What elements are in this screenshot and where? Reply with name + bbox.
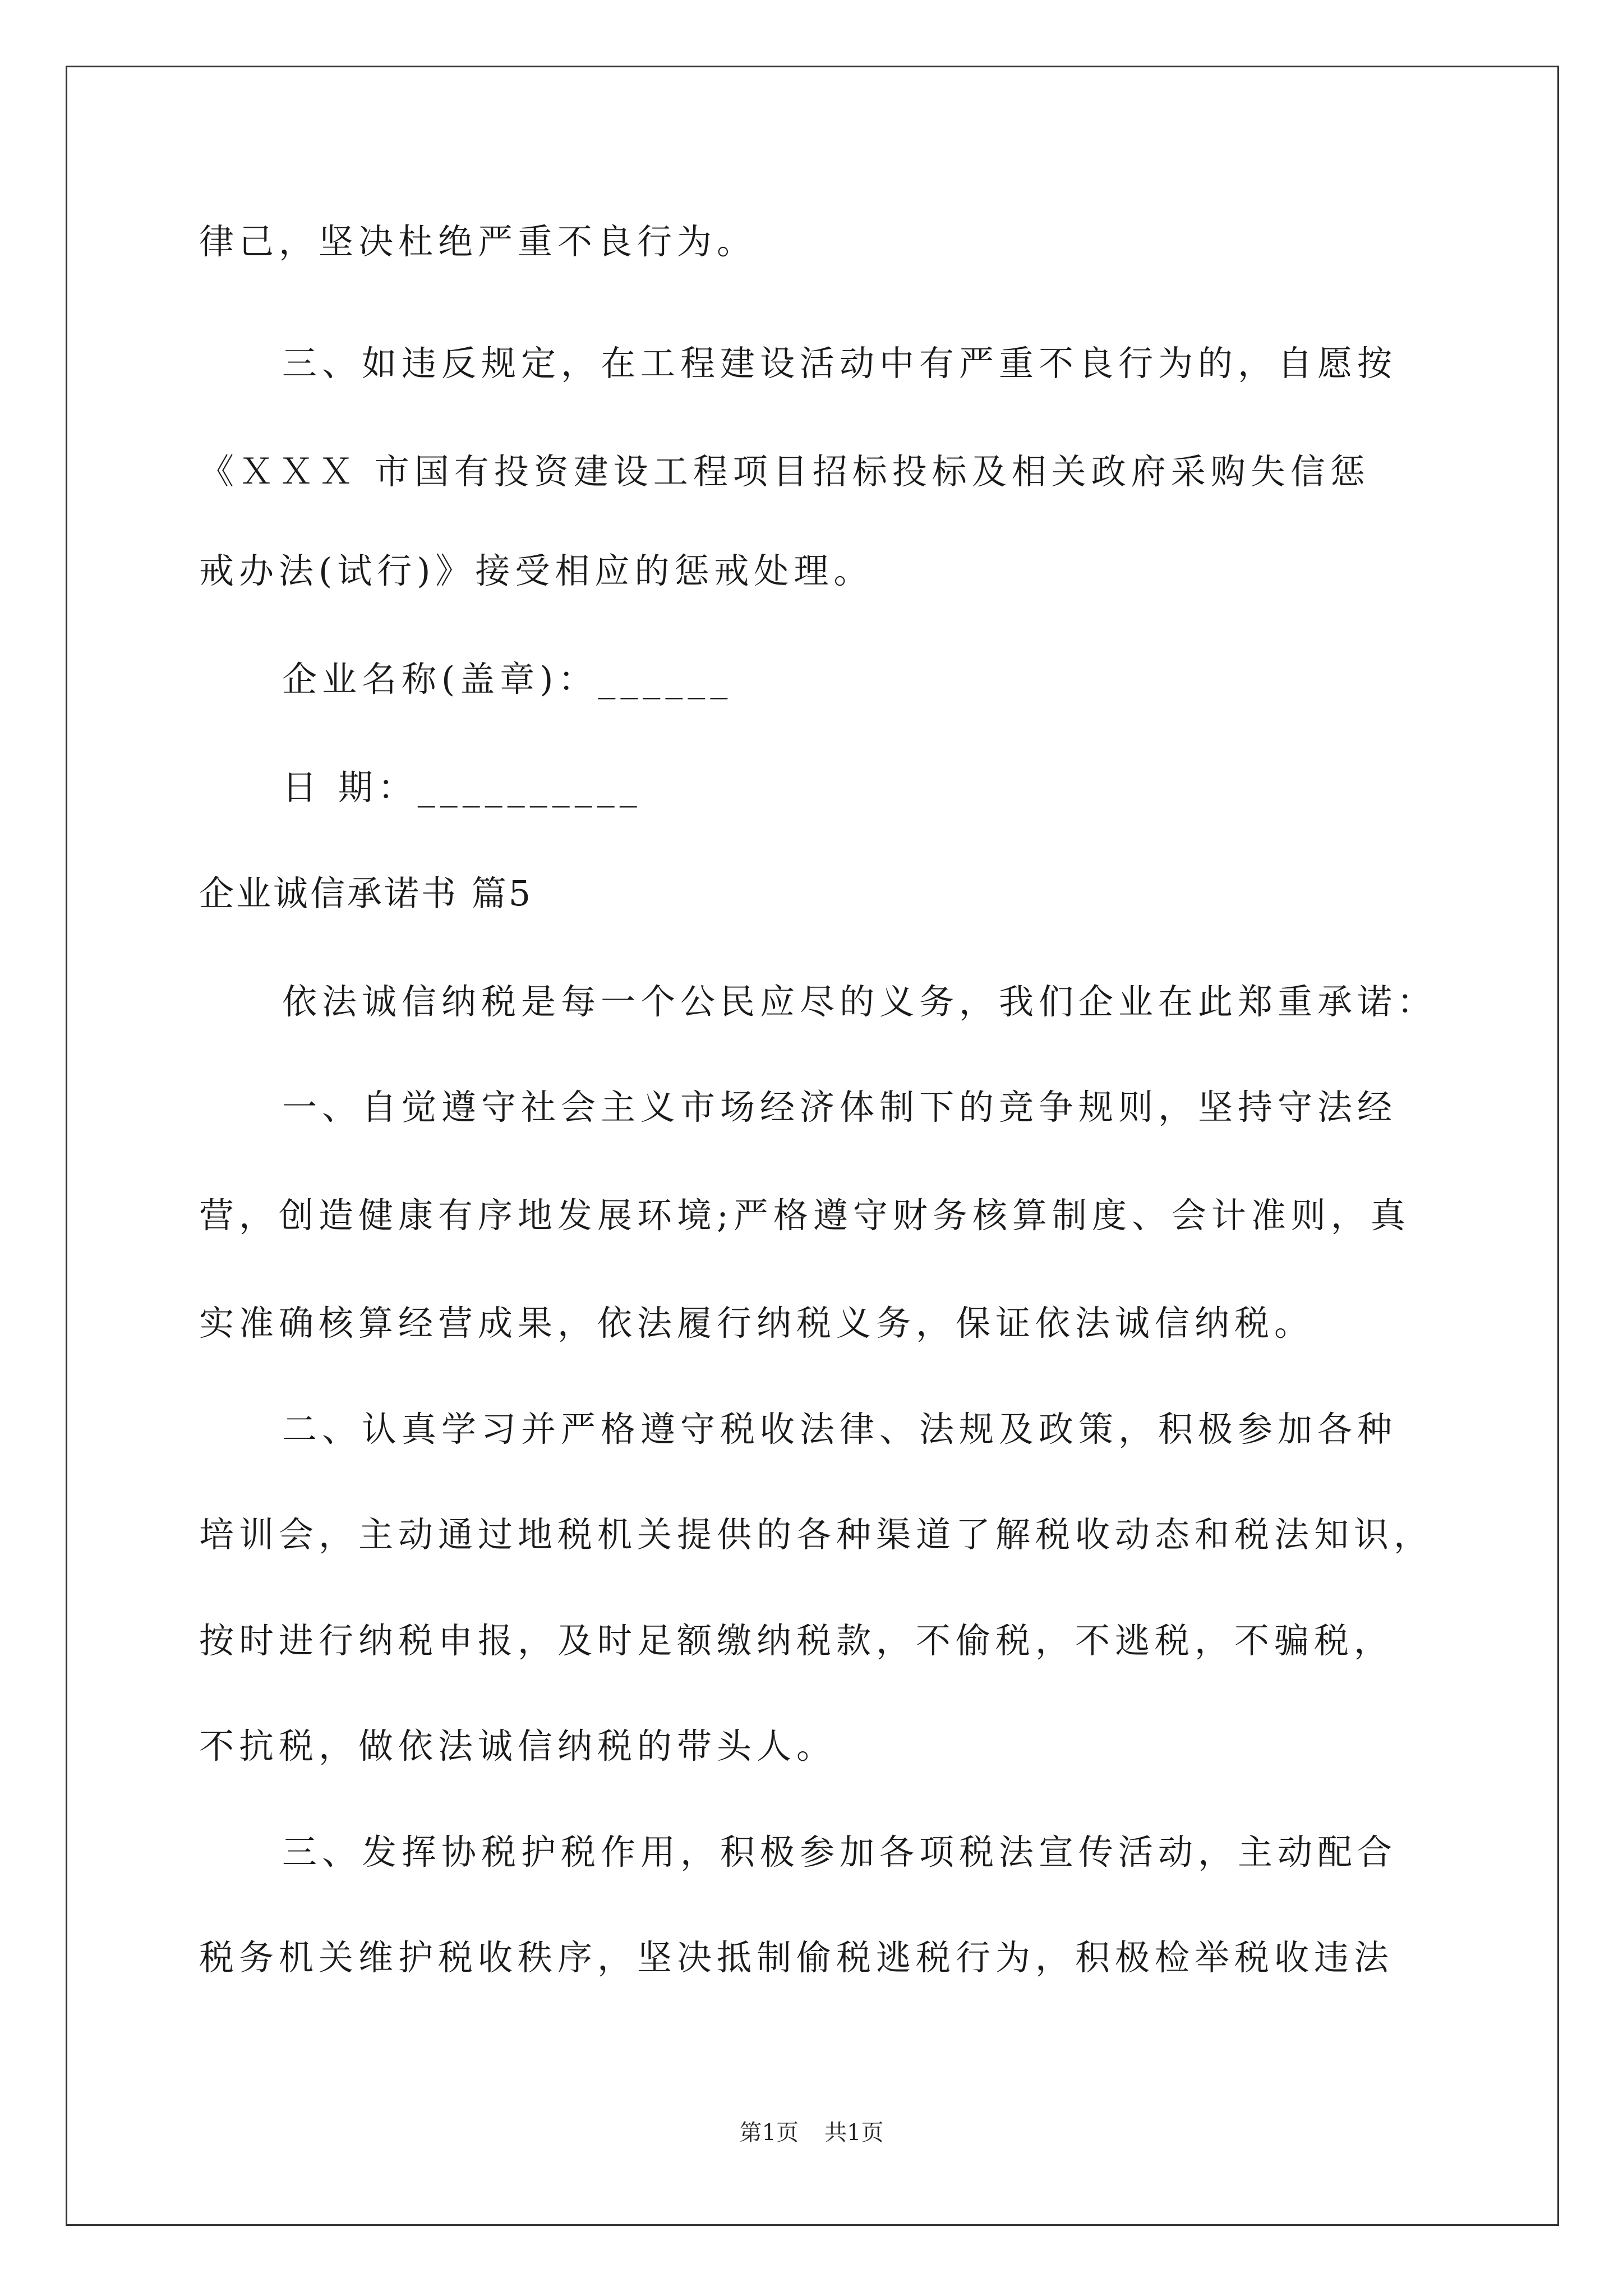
text-line: 一、自觉遵守社会主义市场经济体制下的竞争规则，坚持守法经 (282, 1087, 1398, 1128)
page-number: 第1页 (739, 2120, 799, 2146)
text-line: 戒办法(试行)》接受相应的惩戒处理。 (199, 550, 874, 591)
text-line: 律己，坚决杜绝严重不良行为。 (199, 221, 757, 262)
text-line: 依法诚信纳税是每一个公民应尽的义务，我们企业在此郑重承诺： (282, 981, 1437, 1022)
text-line: 二、认真学习并严格遵守税收法律、法规及政策，积极参加各种 (282, 1409, 1398, 1450)
text-line: 《ＸＸＸ 市国有投资建设工程项目招标投标及相关政府采购失信惩 (199, 451, 1370, 492)
page-footer (0, 2119, 1623, 2147)
section-heading: 企业诚信承诺书 篇5 (199, 873, 533, 914)
text-line: 日 期：__________ (282, 767, 642, 808)
text-line: 税务机关维护税收秩序，坚决抵制偷税逃税行为，积极检举税收违法 (199, 1937, 1394, 1978)
page-total: 共1页 (824, 2120, 884, 2146)
text-line: 实准确核算经营成果，依法履行纳税义务，保证依法诚信纳税。 (199, 1303, 1315, 1343)
text-line: 营，创造健康有序地发展环境;严格遵守财务核算制度、会计准则，真 (199, 1195, 1410, 1236)
text-line: 按时进行纳税申报，及时足额缴纳税款，不偷税，不逃税，不骗税， (199, 1620, 1394, 1661)
text-line: 不抗税，做依法诚信纳税的带头人。 (199, 1726, 837, 1766)
text-line: 培训会，主动通过地税机关提供的各种渠道了解税收动态和税法知识， (199, 1514, 1434, 1555)
text-line: 三、发挥协税护税作用，积极参加各项税法宣传活动，主动配合 (282, 1832, 1398, 1872)
page-border (66, 66, 1559, 2226)
text-line: 三、如违反规定，在工程建设活动中有严重不良行为的，自愿按 (282, 343, 1398, 384)
text-line: 企业名称(盖章)：______ (282, 659, 733, 700)
